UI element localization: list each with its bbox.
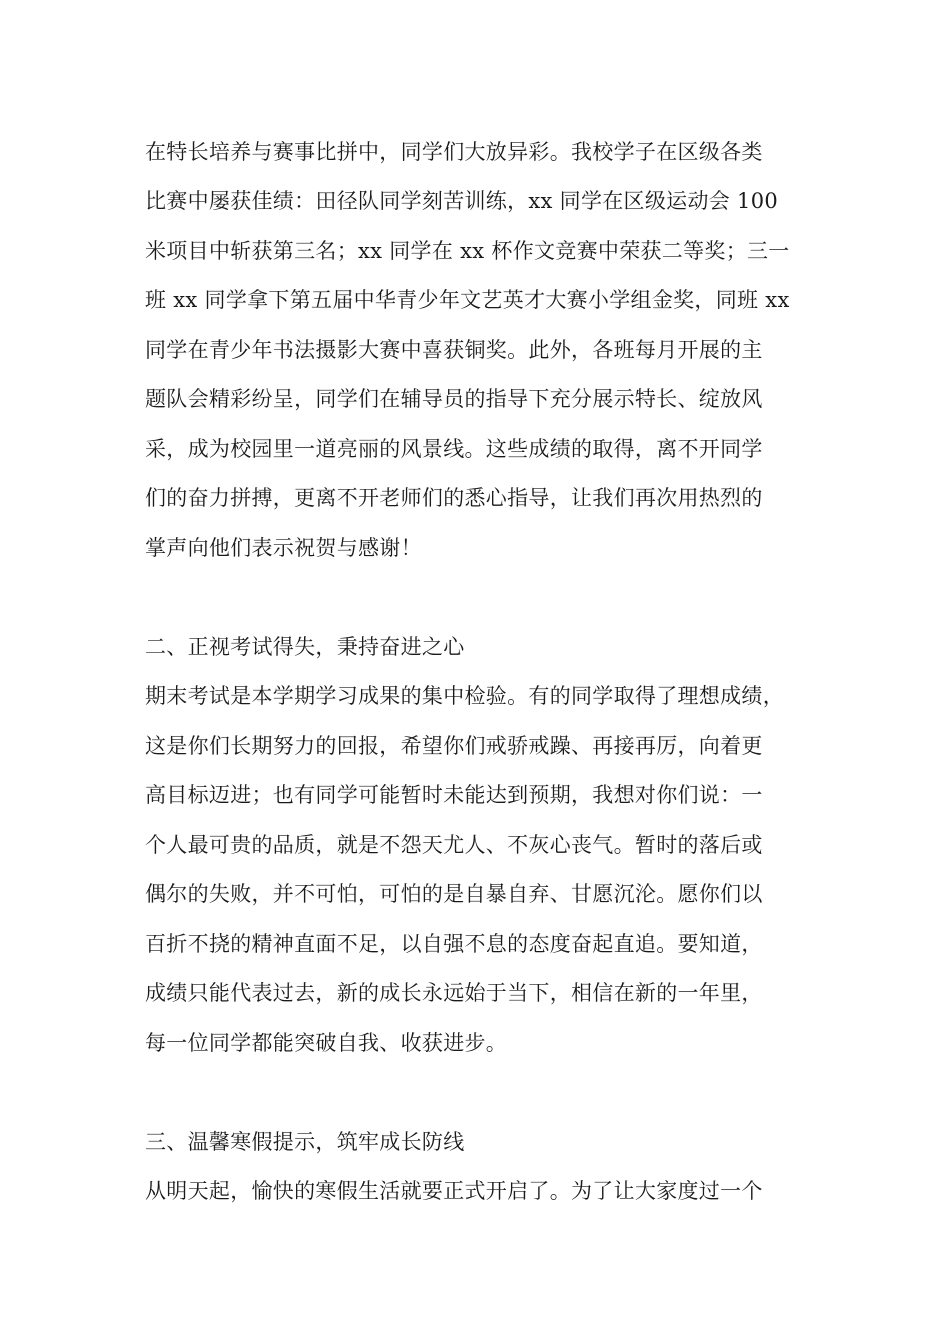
paragraph-1-line-5: 同学在青少年书法摄影大赛中喜获铜奖。此外，各班每月开展的主 bbox=[145, 338, 763, 362]
paragraph-1-line-8: 们的奋力拼搏，更离不开老师们的悉心指导，让我们再次用热烈的 bbox=[145, 486, 763, 510]
paragraph-1-line-3: 米项目中斩获第三名；xx 同学在 xx 杯作文竞赛中荣获二等奖；三一 bbox=[145, 239, 790, 263]
section-2-heading: 二、正视考试得失，秉持奋进之心 bbox=[145, 635, 465, 659]
paragraph-2-line-3: 高目标迈进；也有同学可能暂时未能达到预期，我想对你们说：一 bbox=[145, 783, 763, 807]
paragraph-2-line-5: 偶尔的失败，并不可怕，可怕的是自暴自弃、甘愿沉沦。愿你们以 bbox=[145, 882, 763, 906]
paragraph-2-line-6: 百折不挠的精神直面不足，以自强不息的态度奋起直追。要知道， bbox=[145, 932, 763, 956]
paragraph-1-line-7: 采，成为校园里一道亮丽的风景线。这些成绩的取得，离不开同学 bbox=[145, 437, 763, 461]
paragraph-2-line-8: 每一位同学都能突破自我、收获进步。 bbox=[145, 1031, 508, 1055]
paragraph-2-line-4: 个人最可贵的品质，就是不怨天尤人、不灰心丧气。暂时的落后或 bbox=[145, 833, 763, 857]
paragraph-1-line-1: 在特长培养与赛事比拼中，同学们大放异彩。我校学子在区级各类 bbox=[145, 140, 763, 164]
paragraph-2-line-1: 期末考试是本学期学习成果的集中检验。有的同学取得了理想成绩， bbox=[145, 684, 784, 708]
paragraph-2-line-7: 成绩只能代表过去，新的成长永远始于当下，相信在新的一年里， bbox=[145, 981, 763, 1005]
paragraph-2-line-2: 这是你们长期努力的回报，希望你们戒骄戒躁、再接再厉，向着更 bbox=[145, 734, 763, 758]
paragraph-1-line-9: 掌声向他们表示祝贺与感谢！ bbox=[145, 536, 422, 560]
section-3-heading: 三、温馨寒假提示，筑牢成长防线 bbox=[145, 1130, 465, 1154]
paragraph-1-line-4: 班 xx 同学拿下第五届中华青少年文艺英才大赛小学组金奖，同班 xx bbox=[145, 288, 790, 312]
paragraph-1-line-6: 题队会精彩纷呈，同学们在辅导员的指导下充分展示特长、绽放风 bbox=[145, 387, 763, 411]
paragraph-3-line-1: 从明天起，愉快的寒假生活就要正式开启了。为了让大家度过一个 bbox=[145, 1179, 763, 1203]
paragraph-1-line-2: 比赛中屡获佳绩：田径队同学刻苦训练，xx 同学在区级运动会 100 bbox=[145, 189, 779, 213]
